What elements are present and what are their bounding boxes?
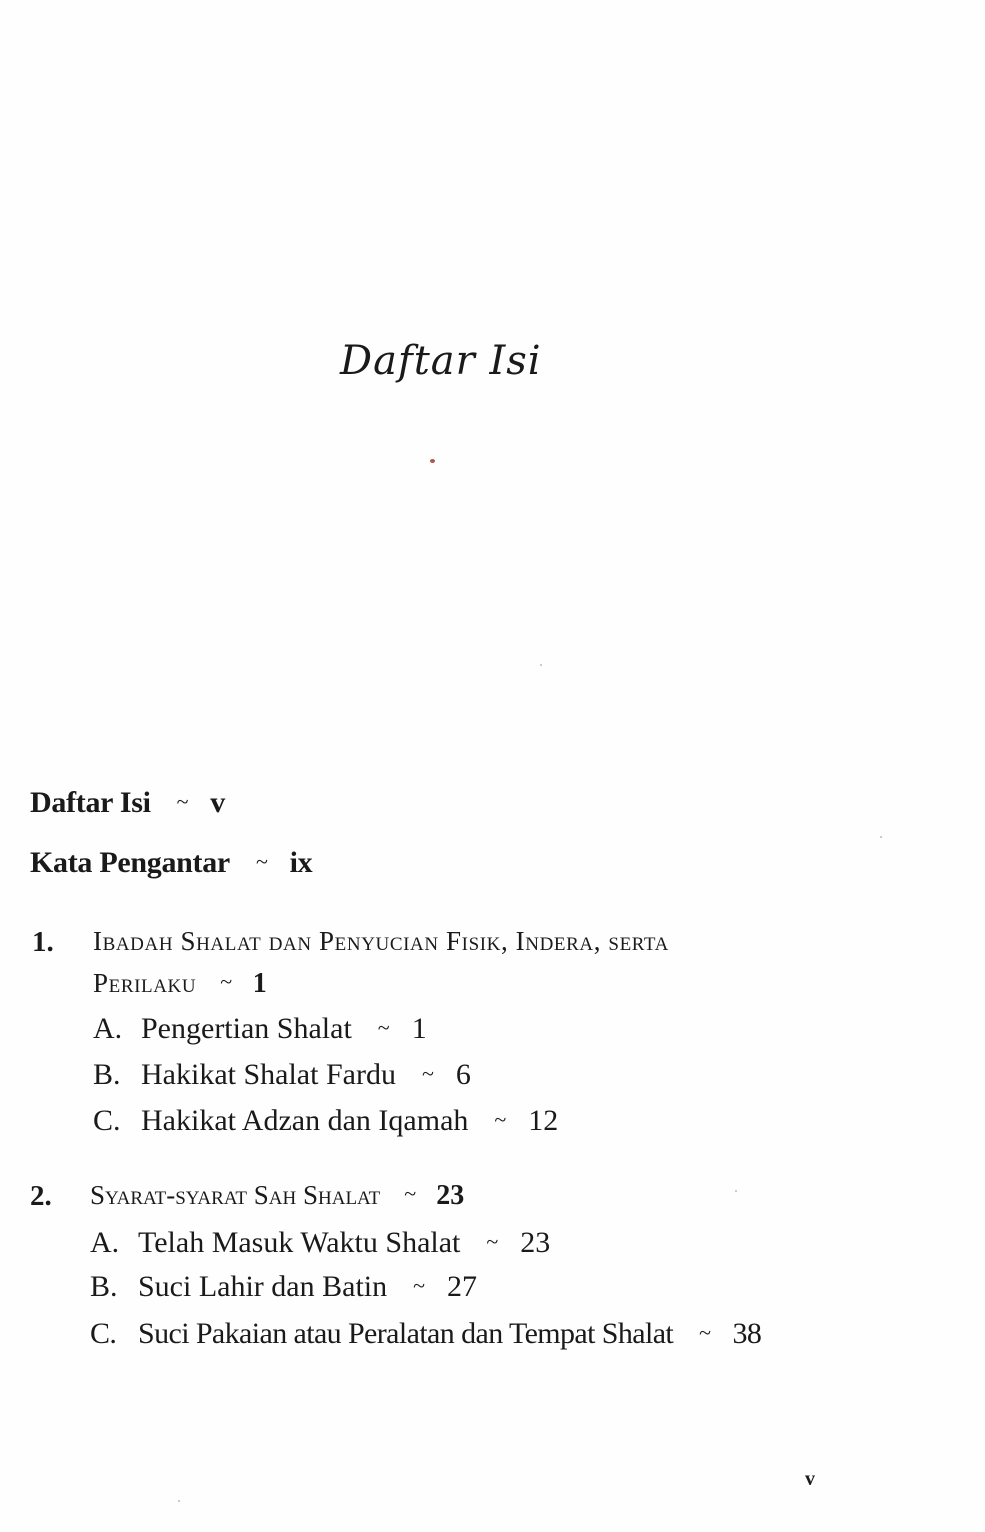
ornament-dot [430, 459, 435, 463]
section-page: 27 [447, 1270, 478, 1303]
page-title: Daftar Isi [340, 338, 542, 384]
section-letter: A. [90, 1226, 120, 1259]
toc-section-2a[interactable] [90, 1226, 550, 1260]
toc-separator: ~ [421, 1061, 434, 1086]
toc-entry-kata-pengantar[interactable] [30, 846, 312, 880]
section-title: Pengertian Shalat [141, 1012, 352, 1045]
section-page: 23 [520, 1226, 551, 1259]
toc-entry-label: Daftar Isi [30, 786, 151, 819]
section-page: 38 [732, 1317, 762, 1350]
section-title: Telah Masuk Waktu Shalat [138, 1226, 461, 1259]
chapter-title-end: Perilaku [93, 968, 197, 998]
toc-separator: ~ [699, 1320, 711, 1345]
toc-entry-daftar-isi[interactable] [30, 786, 225, 820]
section-title: Hakikat Shalat Fardu [141, 1058, 396, 1091]
section-page: 1 [411, 1012, 427, 1045]
section-letter: B. [90, 1270, 118, 1303]
toc-section-2c[interactable] [90, 1317, 761, 1351]
page-folio: v [805, 1468, 815, 1490]
toc-section-2b[interactable] [90, 1270, 477, 1304]
section-page: 12 [528, 1104, 559, 1137]
chapter-title-line1: Ibadah Shalat dan Penyucian Fisik, Indera, serta [93, 926, 669, 956]
paper-speck [178, 1500, 180, 1502]
paper-speck [540, 664, 542, 666]
toc-separator: ~ [255, 849, 268, 874]
section-page: 6 [455, 1058, 471, 1091]
chapter-title: Syarat-syarat Sah Shalat [90, 1180, 381, 1210]
toc-section-1a[interactable] [93, 1012, 427, 1046]
toc-separator: ~ [494, 1107, 507, 1132]
chapter-number: 1. [32, 926, 54, 958]
section-title: Suci Lahir dan Batin [138, 1270, 388, 1303]
section-letter: B. [93, 1058, 121, 1091]
section-letter: A. [93, 1012, 123, 1045]
chapter-title-line1 [90, 1180, 464, 1212]
toc-separator: ~ [176, 789, 189, 814]
toc-separator: ~ [220, 969, 233, 994]
chapter-page: 1 [252, 968, 268, 999]
toc-entry-page: ix [289, 846, 313, 879]
section-title: Suci Pakaian atau Peralatan dan Tempat Shalat [138, 1317, 674, 1350]
toc-section-1b[interactable] [93, 1058, 471, 1092]
section-letter: C. [93, 1104, 121, 1137]
chapter-title-line2 [93, 968, 267, 1000]
toc-separator: ~ [413, 1273, 426, 1298]
toc-separator: ~ [486, 1229, 499, 1254]
paper-speck [880, 836, 882, 838]
toc-entry-page: v [210, 786, 225, 819]
chapter-page: 23 [436, 1180, 465, 1211]
paper-speck [735, 1190, 737, 1192]
toc-separator: ~ [377, 1015, 390, 1040]
chapter-number: 2. [30, 1180, 52, 1212]
section-letter: C. [90, 1317, 117, 1350]
toc-separator: ~ [404, 1181, 417, 1206]
toc-section-1c[interactable] [93, 1104, 558, 1138]
toc-entry-label: Kata Pengantar [30, 846, 230, 879]
section-title: Hakikat Adzan dan Iqamah [141, 1104, 469, 1137]
